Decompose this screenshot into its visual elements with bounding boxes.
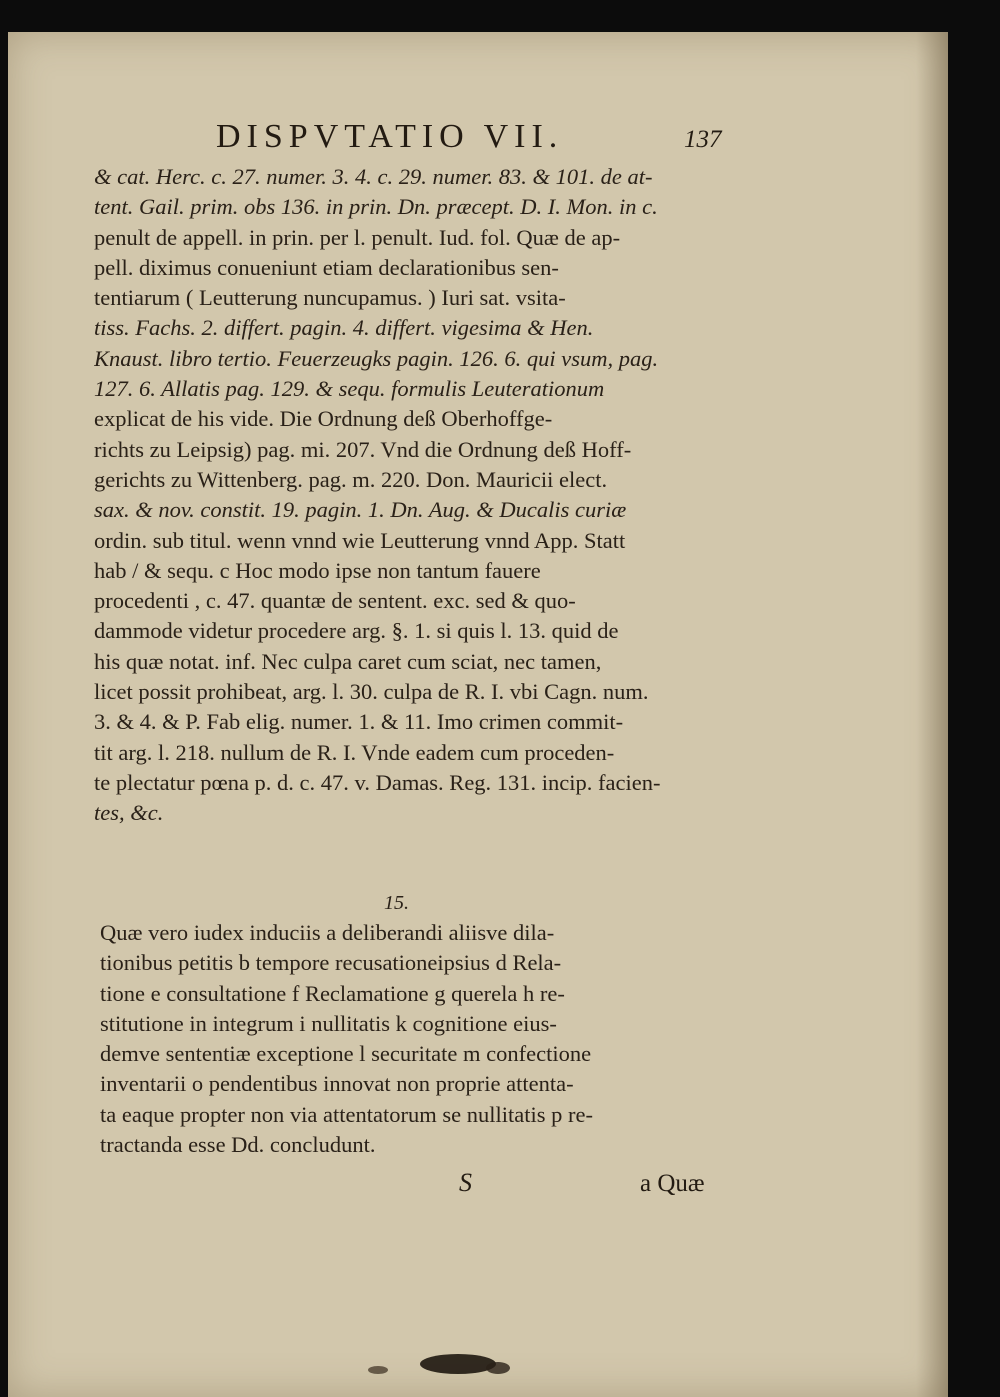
- text-line: tes, &c.: [94, 800, 164, 826]
- running-title: DISPVTATIO VII.: [216, 118, 564, 155]
- text-line: tionibus petitis b tempore recusationeipsius d Rela-: [100, 950, 562, 976]
- text-line: richts zu Leipsig) pag. mi. 207. Vnd die Ordnung deß Hoff-: [94, 436, 632, 462]
- text-line: sax. & nov. constit. 19. pagin. 1. Dn. Aug. & Ducalis curiæ: [94, 497, 627, 523]
- text-line: te plectatur pœna p. d. c. 47. v. Damas. Reg. 131. incip. facien-: [94, 769, 661, 795]
- text-line: 127. 6. Allatis pag. 129. & sequ. formulis Leuterationum: [94, 376, 605, 402]
- text-line: gerichts zu Wittenberg. pag. m. 220. Don. Mauricii elect.: [94, 466, 608, 492]
- page-number: 137: [684, 126, 722, 153]
- text-line: licet possit prohibeat, arg. l. 30. culpa de R. I. vbi Cagn. num.: [94, 679, 649, 705]
- text-line: procedenti , c. 47. quantæ de sentent. exc. sed & quo-: [94, 588, 576, 614]
- section-number: 15.: [384, 892, 409, 914]
- ink-smudge: [348, 1350, 528, 1378]
- text-line: tentiarum ( Leutterung nuncupamus. ) Iuri sat. vsita-: [94, 285, 566, 311]
- text-line: Knaust. libro tertio. Feuerzeugks pagin. 126. 6. qui vsum, pag.: [94, 345, 659, 371]
- book-page: [8, 32, 948, 1397]
- text-line: tractanda esse Dd. concludunt.: [100, 1132, 376, 1158]
- text-line: ta eaque propter non via attentatorum se nullitatis p re-: [100, 1101, 593, 1127]
- main-paragraph: [94, 162, 738, 829]
- text-line: demve sententiæ exceptione l securitate m confectione: [100, 1041, 592, 1067]
- text-line: explicat de his vide. Die Ordnung deß Oberhoffge-: [94, 406, 553, 432]
- text-line: stitutione in integrum i nullitatis k cognitione eius-: [100, 1010, 557, 1036]
- text-line: dammode videtur procedere arg. §. 1. si quis l. 13. quid de: [94, 618, 619, 644]
- catchword: a Quæ: [640, 1170, 705, 1197]
- page-header: [8, 118, 948, 162]
- text-line: pell. diximus conueniunt etiam declarationibus sen-: [94, 254, 559, 280]
- page-edge-shadow: [916, 32, 948, 1397]
- text-line: his quæ notat. inf. Nec culpa caret cum sciat, nec tamen,: [94, 648, 602, 674]
- text-line: tit arg. l. 218. nullum de R. I. Vnde eadem cum proceden-: [94, 739, 615, 765]
- text-line: 3. & 4. & P. Fab elig. numer. 1. & 11. Imo crimen commit-: [94, 709, 624, 735]
- second-paragraph: [100, 918, 740, 1160]
- text-line: tione e consultatione f Reclamatione g querela h re-: [100, 980, 565, 1006]
- text-line: & cat. Herc. c. 27. numer. 3. 4. c. 29. numer. 83. & 101. de at-: [94, 164, 653, 189]
- text-line: hab / & sequ. c Hoc modo ipse non tantum fauere: [94, 557, 541, 583]
- signature-mark: S: [459, 1168, 472, 1197]
- text-line: penult de appell. in prin. per l. penult. Iud. fol. Quæ de ap-: [94, 224, 621, 250]
- text-line: Quæ vero iudex induciis a deliberandi aliisve dila-: [100, 920, 555, 945]
- text-line: inventarii o pendentibus innovat non proprie attenta-: [100, 1071, 574, 1097]
- text-line: tent. Gail. prim. obs 136. in prin. Dn. præcept. D. I. Mon. in c.: [94, 194, 658, 220]
- text-line: tiss. Fachs. 2. differt. pagin. 4. differt. vigesima & Hen.: [94, 315, 594, 341]
- text-line: ordin. sub titul. wenn vnnd wie Leutterung vnnd App. Statt: [94, 527, 626, 553]
